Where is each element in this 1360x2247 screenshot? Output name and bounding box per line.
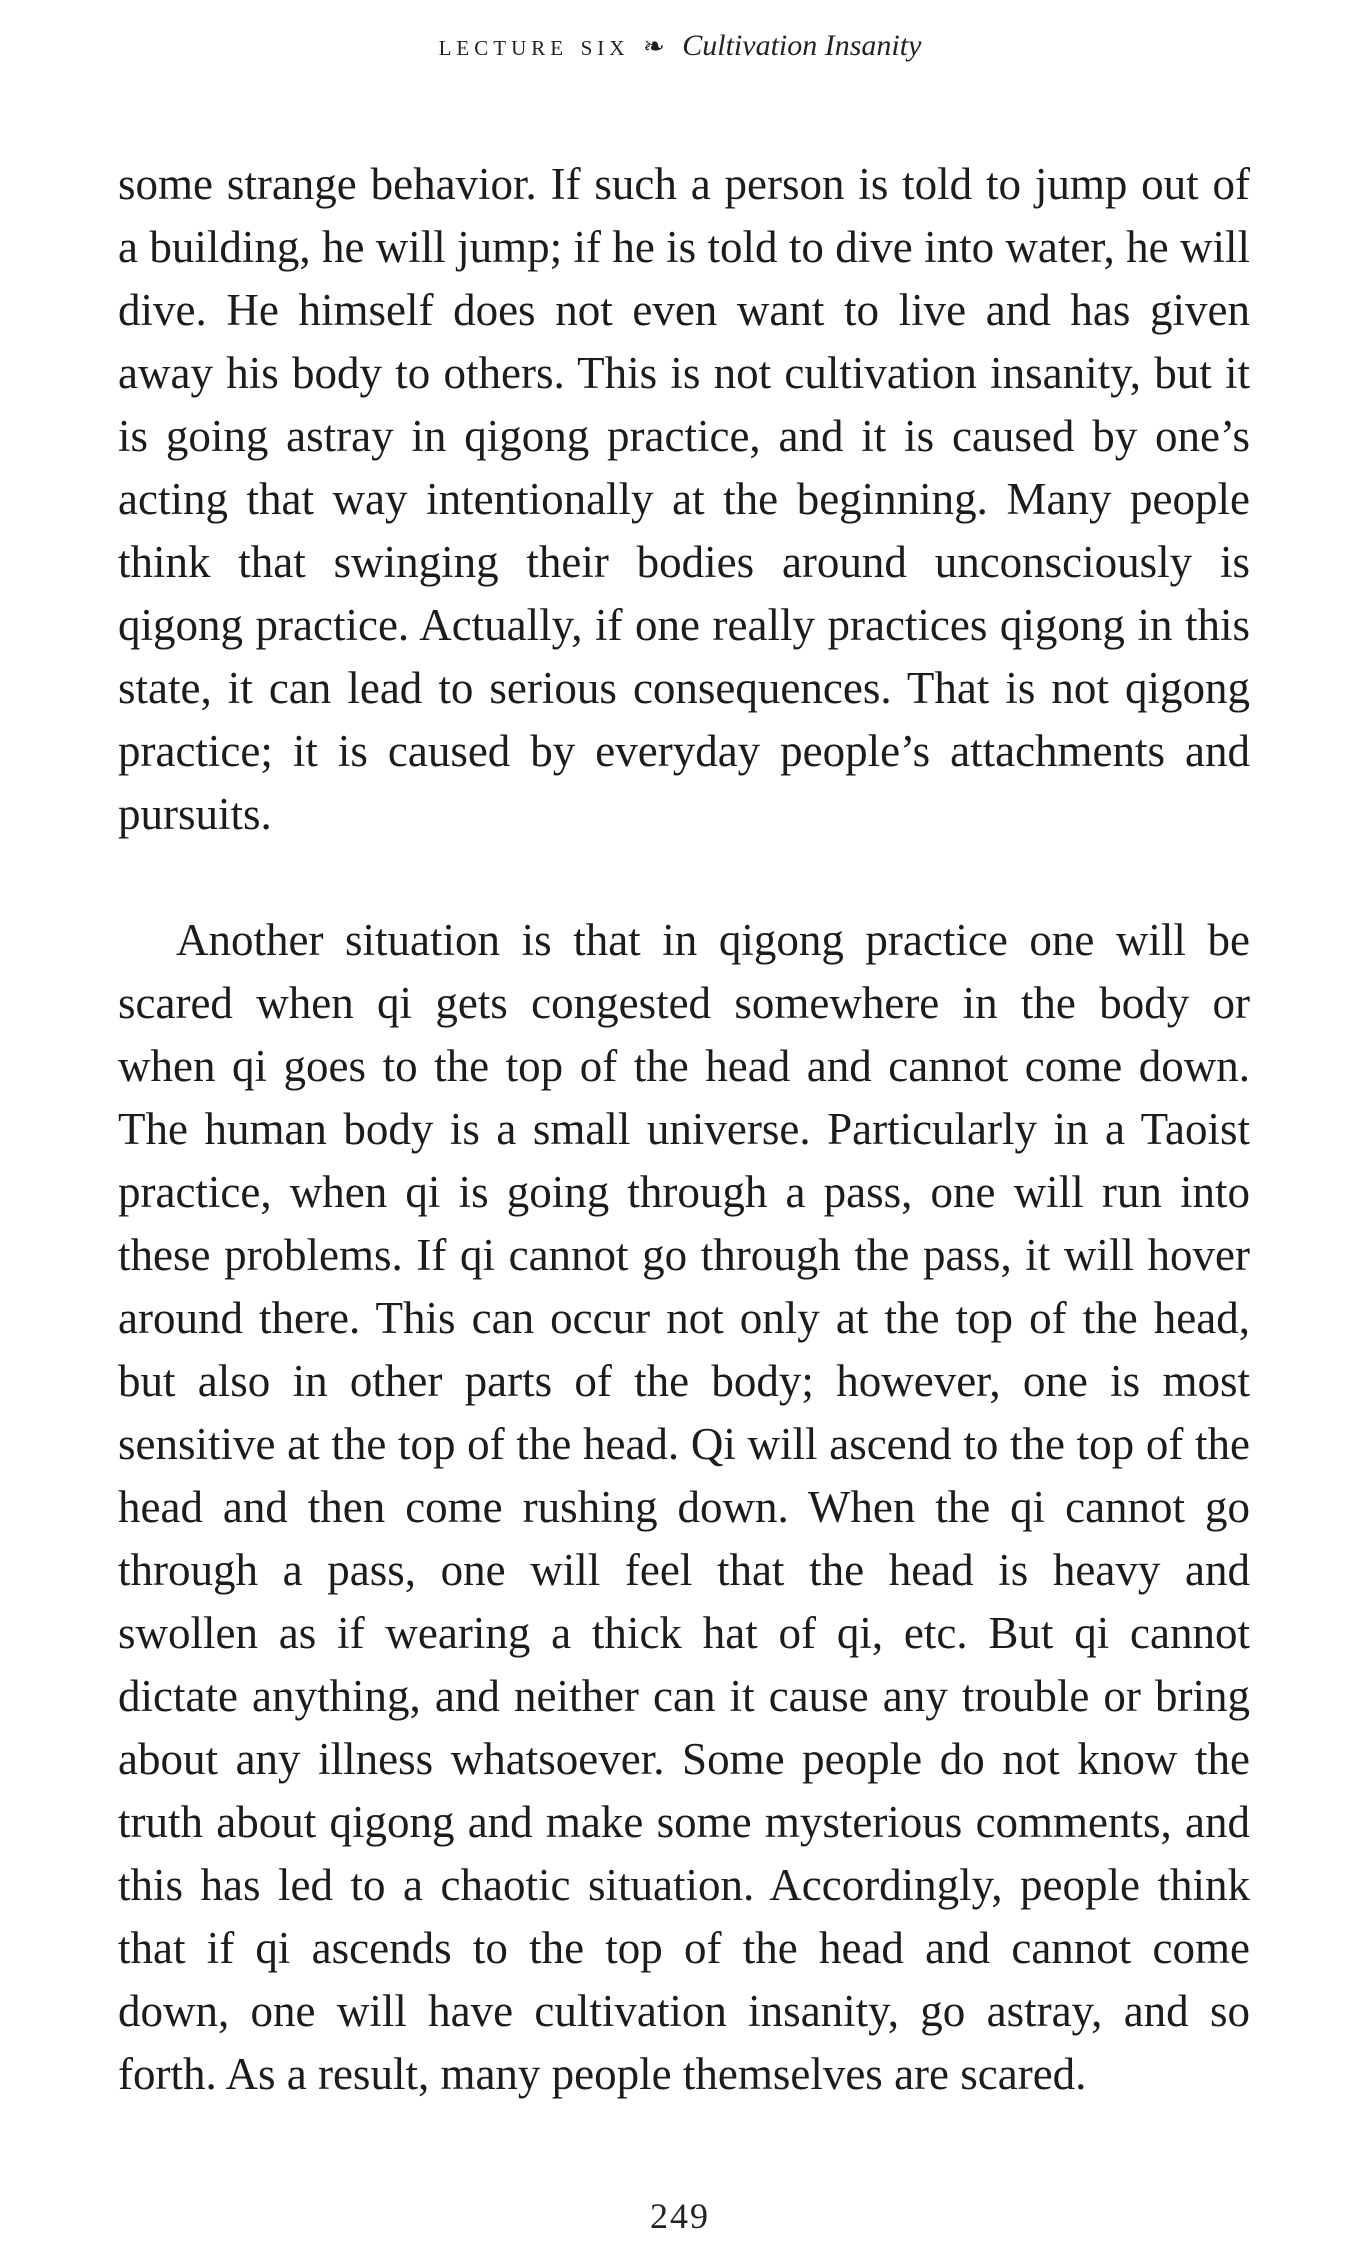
page-number: 249 [650, 2196, 710, 2236]
paragraph-continued: some strange behavior. If such a person is told to jump out of a building, he will jump; if he is told to dive into water, he will dive. He himself does not even want to live and has given away his body to others. This is not cultivation insanity, but it is going astray in qigong practice, and it is caused by one’s acting that way intentionally at the beginning. Many people think that swinging their bodies around unconsciously is qigong practice. Actually, if one really practices qigong in this state, it can lead to serious consequences. That is not qigong practice; it is caused by everyday people’s attachments and pursuits. [118, 159, 1250, 839]
running-head [0, 28, 1360, 65]
body-text [118, 153, 1250, 2106]
lecture-label: lecture six [438, 29, 630, 62]
paragraph: Another situation is that in qigong practice one will be scared when qi gets congested somewhere in the body or when qi goes to the top of the head and cannot come down. The human body is a small universe. Particularly in a Taoist practice, when qi is going through a pass, one will run into these problems. If qi cannot go through the pass, it will hover around there. This can occur not only at the top of the head, but also in other parts of the body; however, one is most sensitive at the top of the head. Qi will ascend to the top of the head and then come rushing down. When the qi cannot go through a pass, one will feel that the head is heavy and swollen as if wearing a thick hat of qi, etc. But qi cannot dictate anything, and neither can it cause any trouble or bring about any illness whatsoever. Some people do not know the truth about qigong and make some mysterious comments, and this has led to a chaotic situation. Accordingly, people think that if qi ascends to the top of the head and cannot come down, one will have cultivation insanity, go astray, and so forth. As a result, many people themselves are scared. [118, 915, 1250, 2099]
fleuron-icon: ❧ [642, 32, 665, 61]
chapter-title: Cultivation Insanity [682, 29, 922, 62]
